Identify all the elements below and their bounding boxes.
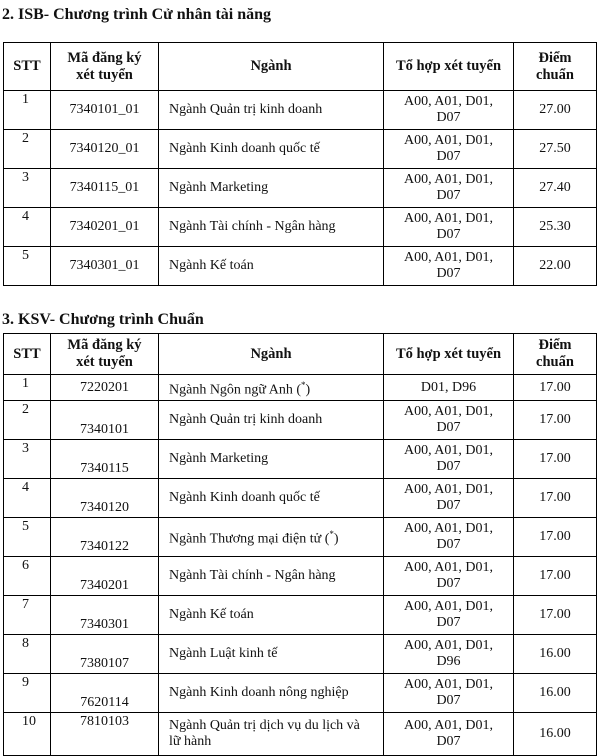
cell-stt: 4	[4, 479, 51, 518]
cell-stt: 8	[4, 635, 51, 674]
cell-combo: A00, A01, D01, D07	[384, 169, 514, 208]
section-title-ksv: 3. KSV- Chương trình Chuẩn	[2, 311, 204, 328]
cell-major: Ngành Quản trị kinh doanh	[159, 91, 384, 130]
cell-code: 7220201	[51, 375, 159, 401]
cell-stt: 9	[4, 674, 51, 713]
cell-combo: D01, D96	[384, 375, 514, 401]
cell-combo: A00, A01, D01, D07	[384, 713, 514, 756]
cell-major: Ngành Tài chính - Ngân hàng	[159, 208, 384, 247]
table-header-row	[4, 334, 597, 375]
table-row	[4, 557, 597, 596]
table-row	[4, 130, 597, 169]
header-score: Điểm chuẩn	[514, 334, 597, 375]
section-title-isb: 2. ISB- Chương trình Cử nhân tài năng	[2, 6, 272, 23]
cell-combo: A00, A01, D01, D07	[384, 440, 514, 479]
cell-code: 7810103	[51, 713, 159, 756]
cell-combo: A00, A01, D01, D07	[384, 479, 514, 518]
cell-stt: 5	[4, 518, 51, 557]
table-row	[4, 440, 597, 479]
header-code: Mã đăng ký xét tuyển	[51, 334, 159, 375]
header-combo: Tổ hợp xét tuyển	[384, 43, 514, 91]
cell-stt: 2	[4, 401, 51, 440]
cell-code: 7340115	[51, 440, 159, 479]
cell-major: Ngành Quản trị kinh doanh	[159, 401, 384, 440]
table-row	[4, 635, 597, 674]
cell-stt: 3	[4, 440, 51, 479]
cell-major: Ngành Kế toán	[159, 596, 384, 635]
cell-stt: 10	[4, 713, 51, 756]
cell-code: 7340301	[51, 596, 159, 635]
cell-combo: A00, A01, D01, D07	[384, 208, 514, 247]
cell-combo: A00, A01, D01, D07	[384, 247, 514, 286]
cell-score: 17.00	[514, 440, 597, 479]
header-combo: Tổ hợp xét tuyển	[384, 334, 514, 375]
table-row	[4, 596, 597, 635]
cell-score: 16.00	[514, 635, 597, 674]
cell-combo: A00, A01, D01, D07	[384, 401, 514, 440]
cell-code: 7340115_01	[51, 169, 159, 208]
cell-score: 16.00	[514, 674, 597, 713]
cell-code: 7340201	[51, 557, 159, 596]
cell-stt: 4	[4, 208, 51, 247]
cell-stt: 2	[4, 130, 51, 169]
cell-code: 7340120	[51, 479, 159, 518]
cell-code: 7340101_01	[51, 91, 159, 130]
table-row	[4, 375, 597, 401]
header-major: Ngành	[159, 43, 384, 91]
table-ksv	[3, 333, 597, 756]
cell-code: 7340101	[51, 401, 159, 440]
cell-major: Ngành Tài chính - Ngân hàng	[159, 557, 384, 596]
cell-code: 7620114	[51, 674, 159, 713]
cell-code: 7340301_01	[51, 247, 159, 286]
cell-major: Ngành Quản trị dịch vụ du lịch và lữ hành	[159, 713, 384, 756]
cell-score: 17.00	[514, 401, 597, 440]
table-row	[4, 518, 597, 557]
cell-score: 27.00	[514, 91, 597, 130]
cell-stt: 3	[4, 169, 51, 208]
cell-major: Ngành Marketing	[159, 440, 384, 479]
cell-score: 22.00	[514, 247, 597, 286]
table-row	[4, 479, 597, 518]
cell-major: Ngành Kinh doanh quốc tế	[159, 130, 384, 169]
cell-score: 17.00	[514, 596, 597, 635]
cell-stt: 1	[4, 91, 51, 130]
table-header-row	[4, 43, 597, 91]
cell-combo: A00, A01, D01, D07	[384, 557, 514, 596]
cell-major: Ngành Luật kinh tế	[159, 635, 384, 674]
table-row	[4, 91, 597, 130]
cell-score: 27.40	[514, 169, 597, 208]
table-row	[4, 247, 597, 286]
cell-major: Ngành Thương mại điện tử (*)	[159, 518, 384, 557]
cell-major: Ngành Marketing	[159, 169, 384, 208]
table-row	[4, 169, 597, 208]
table-row	[4, 713, 597, 756]
cell-code: 7340122	[51, 518, 159, 557]
cell-code: 7340201_01	[51, 208, 159, 247]
cell-code: 7340120_01	[51, 130, 159, 169]
header-stt: STT	[4, 334, 51, 375]
cell-combo: A00, A01, D01, D07	[384, 518, 514, 557]
cell-major: Ngành Kinh doanh nông nghiệp	[159, 674, 384, 713]
cell-combo: A00, A01, D01, D07	[384, 130, 514, 169]
cell-score: 17.00	[514, 557, 597, 596]
header-stt: STT	[4, 43, 51, 91]
cell-combo: A00, A01, D01, D07	[384, 596, 514, 635]
cell-score: 25.30	[514, 208, 597, 247]
cell-score: 17.00	[514, 518, 597, 557]
cell-stt: 6	[4, 557, 51, 596]
header-code: Mã đăng ký xét tuyển	[51, 43, 159, 91]
cell-score: 27.50	[514, 130, 597, 169]
cell-code: 7380107	[51, 635, 159, 674]
table-isb	[3, 42, 597, 286]
cell-stt: 1	[4, 375, 51, 401]
table-row	[4, 208, 597, 247]
cell-combo: A00, A01, D01, D96	[384, 635, 514, 674]
header-score: Điểm chuẩn	[514, 43, 597, 91]
cell-stt: 5	[4, 247, 51, 286]
cell-stt: 7	[4, 596, 51, 635]
cell-combo: A00, A01, D01, D07	[384, 91, 514, 130]
cell-score: 17.00	[514, 375, 597, 401]
header-major: Ngành	[159, 334, 384, 375]
cell-score: 16.00	[514, 713, 597, 756]
cell-score: 17.00	[514, 479, 597, 518]
table-row	[4, 674, 597, 713]
table-row	[4, 401, 597, 440]
cell-major: Ngành Kinh doanh quốc tế	[159, 479, 384, 518]
cell-major: Ngành Ngôn ngữ Anh (*)	[159, 375, 384, 401]
cell-major: Ngành Kế toán	[159, 247, 384, 286]
cell-combo: A00, A01, D01, D07	[384, 674, 514, 713]
